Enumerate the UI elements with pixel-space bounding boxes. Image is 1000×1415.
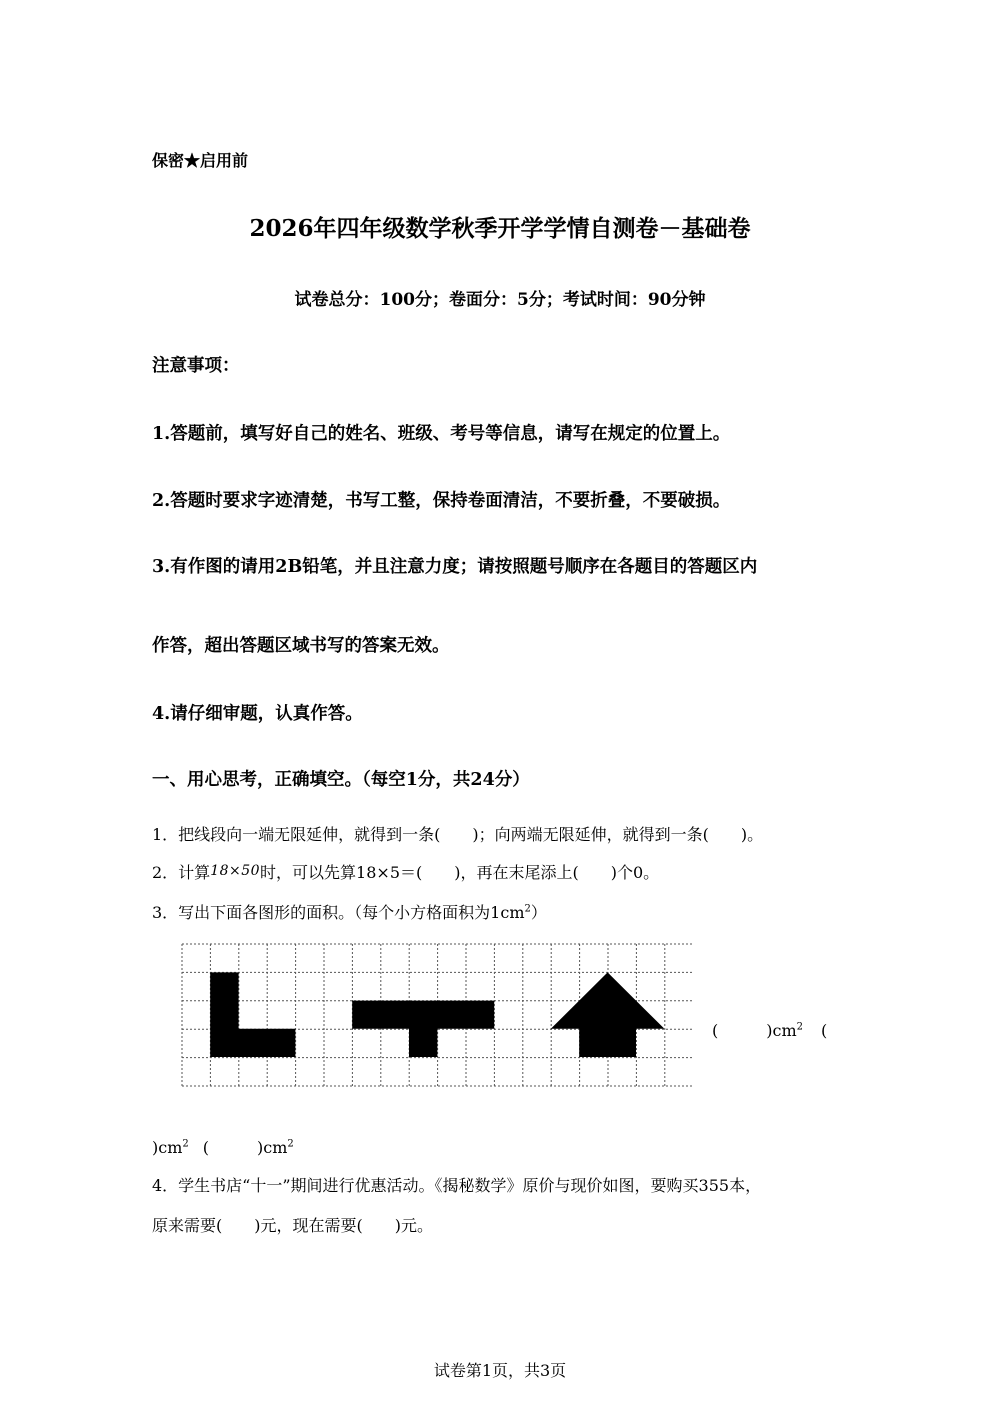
answer-blank-open: ( bbox=[821, 1021, 828, 1040]
notice-heading: 注意事项： bbox=[152, 356, 240, 376]
page-footer: 试卷第1页，共3页 bbox=[433, 1361, 567, 1380]
question-3-text: 3．写出下面各图形的面积。（每个小方格面积为1cm bbox=[152, 903, 525, 922]
notice-item: 2.答题时要求字迹清楚，书写工整，保持卷面清洁，不要折叠，不要破损。 bbox=[152, 491, 731, 511]
page-title: 2026年四年级数学秋季开学学情自测卷－基础卷 bbox=[249, 215, 751, 242]
section-heading: 一、用心思考，正确填空。（每空1分，共24分） bbox=[152, 770, 530, 790]
notice-item: 作答，超出答题区域书写的答案无效。 bbox=[152, 636, 450, 656]
score-info: 试卷总分：100分；卷面分：5分；考试时间：90分钟 bbox=[294, 290, 706, 310]
superscript: 2 bbox=[524, 903, 531, 915]
calc-expression: 18×50 bbox=[210, 863, 261, 879]
l-shape bbox=[210, 972, 295, 1057]
secret-mark: 保密★启用前 bbox=[152, 151, 249, 170]
answer-right bbox=[712, 1018, 827, 1041]
answer-blank: ( )cm bbox=[712, 1021, 797, 1040]
question-2-suffix: 时，可以先算18×5＝( )，再在末尾添上( )个0。 bbox=[260, 863, 660, 882]
answer-next-line bbox=[152, 1135, 294, 1158]
question-2-prefix: 2．计算 bbox=[152, 863, 211, 882]
area-grid-figure bbox=[180, 942, 692, 1088]
question-4-line2: 原来需要( )元，现在需要( )元。 bbox=[152, 1216, 433, 1235]
question-4-line1: 4．学生书店“十一”期间进行优惠活动。《揭秘数学》原价与现价如图，要购买355本， bbox=[152, 1176, 762, 1195]
superscript: 2 bbox=[287, 1138, 294, 1150]
notice-item: 4.请仔细审题，认真作答。 bbox=[152, 704, 363, 724]
question-2 bbox=[152, 860, 659, 883]
question-3-close: ） bbox=[530, 903, 547, 922]
answer-blank-close: )cm bbox=[152, 1138, 183, 1157]
arrow-shape bbox=[551, 972, 665, 1057]
t-shape bbox=[352, 1001, 494, 1057]
notice-item: 1.答题前，填写好自己的姓名、班级、考号等信息，请写在规定的位置上。 bbox=[152, 424, 731, 444]
answer-blank: ( )cm bbox=[202, 1138, 288, 1157]
superscript: 2 bbox=[182, 1138, 189, 1150]
question-1: 1．把线段向一端无限延伸，就得到一条( )；向两端无限延伸，就得到一条( )。 bbox=[152, 825, 764, 844]
superscript: 2 bbox=[796, 1021, 803, 1033]
notice-item: 3.有作图的请用2B铅笔，并且注意力度；请按照题号顺序在各题目的答题区内 bbox=[152, 557, 758, 577]
question-3 bbox=[152, 900, 547, 923]
